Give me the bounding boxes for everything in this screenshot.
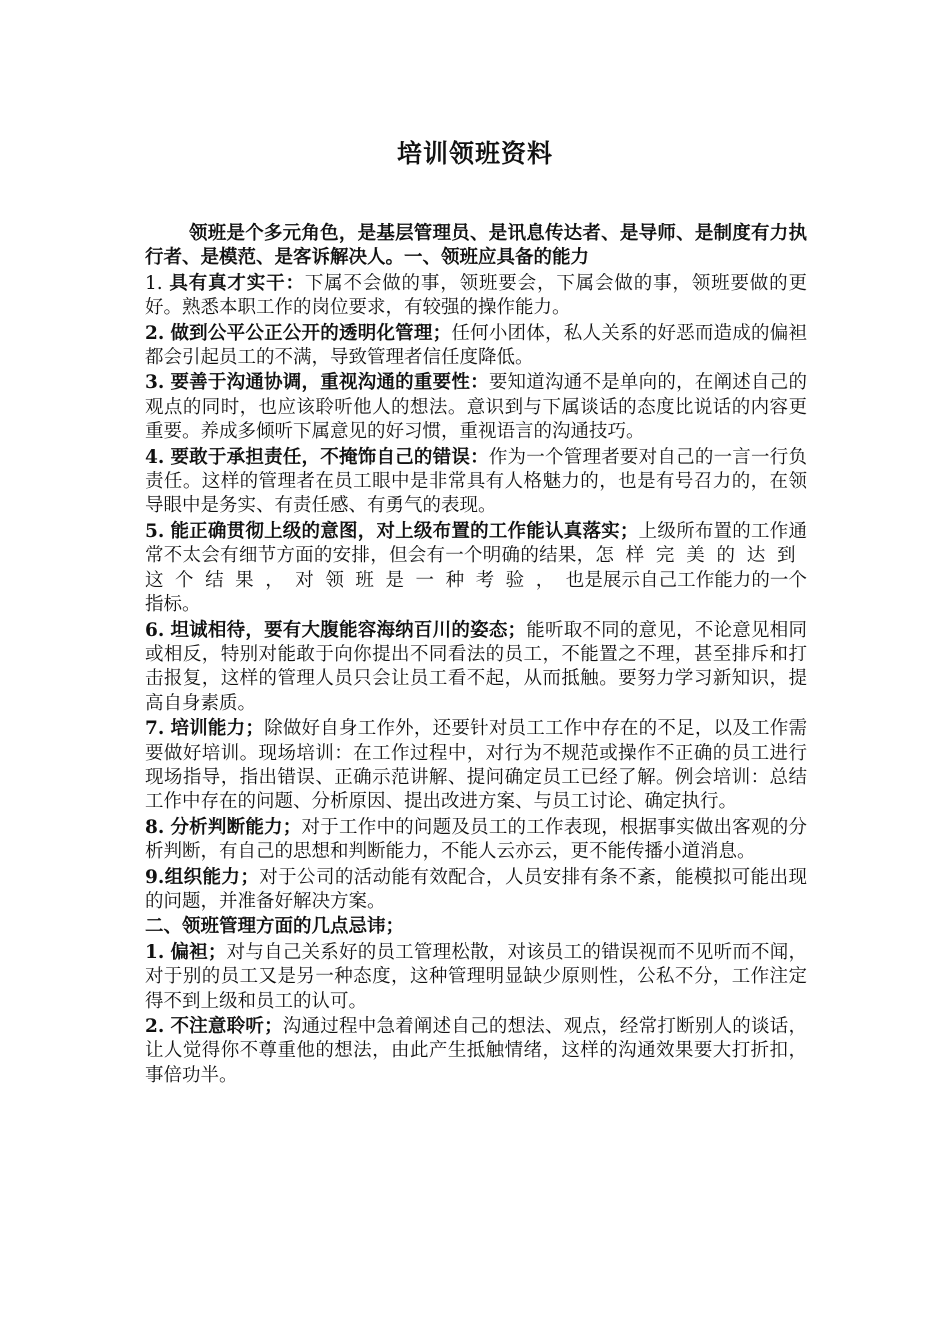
item-number: 8.	[145, 816, 165, 838]
item-number: 5.	[145, 520, 165, 542]
item-lead: 组织能力；	[164, 866, 259, 888]
item-text: 对于工作中的问题及员工的工作表现，根据事实做出客观的分析判断，有自己的思想和判断能力，不能人云亦云，更不能传播小道消息。	[145, 816, 807, 863]
document-title: 培训领班资料	[396, 139, 553, 168]
ability-item-3	[145, 371, 807, 444]
item-number: 4.	[145, 446, 165, 468]
item-number: 1.	[145, 272, 163, 294]
item-lead: 要善于沟通协调，重视沟通的重要性：	[170, 372, 489, 394]
item-text: 沟通过程中急着阐述自己的想法、观点，经常打断别人的谈话，让人觉得你不尊重他的想法，由此产生抵触情绪，这样的沟通效果要大打折扣，事倍功半。	[145, 1016, 807, 1086]
item-lead: 不注意聆听；	[170, 1016, 283, 1037]
item-number: 9.	[145, 866, 165, 888]
taboo-item-1	[145, 941, 807, 1014]
intro-paragraph: 领班是个多元角色，是基层管理员、是讯息传达者、是导师、是制度有力执行者、是模范、是客诉解决人。一、领班应具备的能力	[145, 223, 807, 269]
item-lead: 偏袒；	[170, 941, 227, 963]
ability-item-1	[145, 272, 807, 321]
ability-item-5	[145, 520, 807, 618]
item-text: 对于公司的活动能有效配合，人员安排有条不紊，能模拟可能出现的问题，并准备好解决方案。	[145, 866, 807, 912]
ability-item-2	[145, 322, 807, 371]
ability-item-8	[145, 816, 807, 865]
item-lead: 分析判断能力；	[170, 816, 302, 838]
item-number: 6.	[145, 619, 165, 641]
item-text: 除做好自身工作外，还要针对员工工作中存在的不足，以及工作需要做好培训。现场培训：在工作过程中，对行为不规范或操作不正确的员工进行现场指导，指出错误、正确示范讲解、提问确定员工已经了解。例会培训：总结工作中存在的问题、分析原因、提出改进方案、与员工讨论、确定执行。	[145, 718, 807, 813]
ability-item-9	[145, 866, 807, 915]
item-text: 能听取不同的意见，不论意见相同或相反，特别对能敢于向你提出不同看法的员工，不能置之不理，甚至排斥和打击报复，这样的管理人员只会让员工看不起，从而抵触。要努力学习新知识，提高自身素质。	[145, 619, 807, 714]
ability-item-4	[145, 446, 807, 519]
ability-item-6	[145, 619, 807, 717]
item-text: 下属不会做的事，领班要会，下属会做的事，领班要做的更好。熟悉本职工作的岗位要求，有较强的操作能力。	[145, 272, 807, 319]
item-number: 2.	[145, 1016, 165, 1037]
item-lead: 做到公平公正公开的透明化管理；	[170, 322, 452, 344]
item-number: 1.	[145, 941, 165, 963]
item-text: 要知道沟通不是单向的，在阐述自己的观点的同时，也应该聆听他人的想法。意识到与下属谈话的态度比说话的内容更重要。养成多倾听下属意见的好习惯，重视语言的沟通技巧。	[145, 372, 807, 443]
item-number: 3.	[145, 372, 165, 394]
item-lead: 能正确贯彻上级的意图，对上级布置的工作能认真落实；	[170, 520, 639, 542]
item-number: 7.	[145, 718, 165, 740]
item-lead: 坦诚相待，要有大腹能容海纳百川的姿态；	[170, 619, 527, 641]
item-lead: 要敢于承担责任，不掩饰自己的错误：	[170, 446, 489, 468]
item-text: 对与自己关系好的员工管理松散，对该员工的错误视而不见听而不闻，对于别的员工又是另一种态度，这种管理明显缺少原则性，公私不分，工作注定得不到上级和员工的认可。	[145, 941, 807, 1012]
item-text-spread: 怎样完美的达到这个结果，对领班是一种考验，	[145, 545, 807, 591]
item-lead: 具有真才实干：	[169, 272, 305, 294]
document-body	[145, 222, 807, 1088]
item-text: 上级所布置的工作通常不太会有细节方面的安排，但会有一个明确的结果，	[145, 520, 807, 567]
item-text: 任何小团体，私人关系的好恶而造成的偏袒都会引起员工的不满，导致管理者信任度降低。	[145, 322, 807, 369]
section-2-heading: 二、领班管理方面的几点忌讳；	[145, 916, 405, 938]
item-lead: 培训能力；	[170, 718, 264, 740]
item-text-end: 也是展示自己工作能力的一个指标。	[145, 569, 807, 616]
ability-item-7	[145, 717, 807, 815]
item-number: 2.	[145, 322, 165, 344]
taboo-item-2	[145, 1015, 807, 1088]
item-text: 作为一个管理者要对自己的一言一行负责任。这样的管理者在员工眼中是非常具有人格魅力的，也是有号召力的，在领导眼中是务实、有责任感、有勇气的表现。	[145, 446, 807, 517]
